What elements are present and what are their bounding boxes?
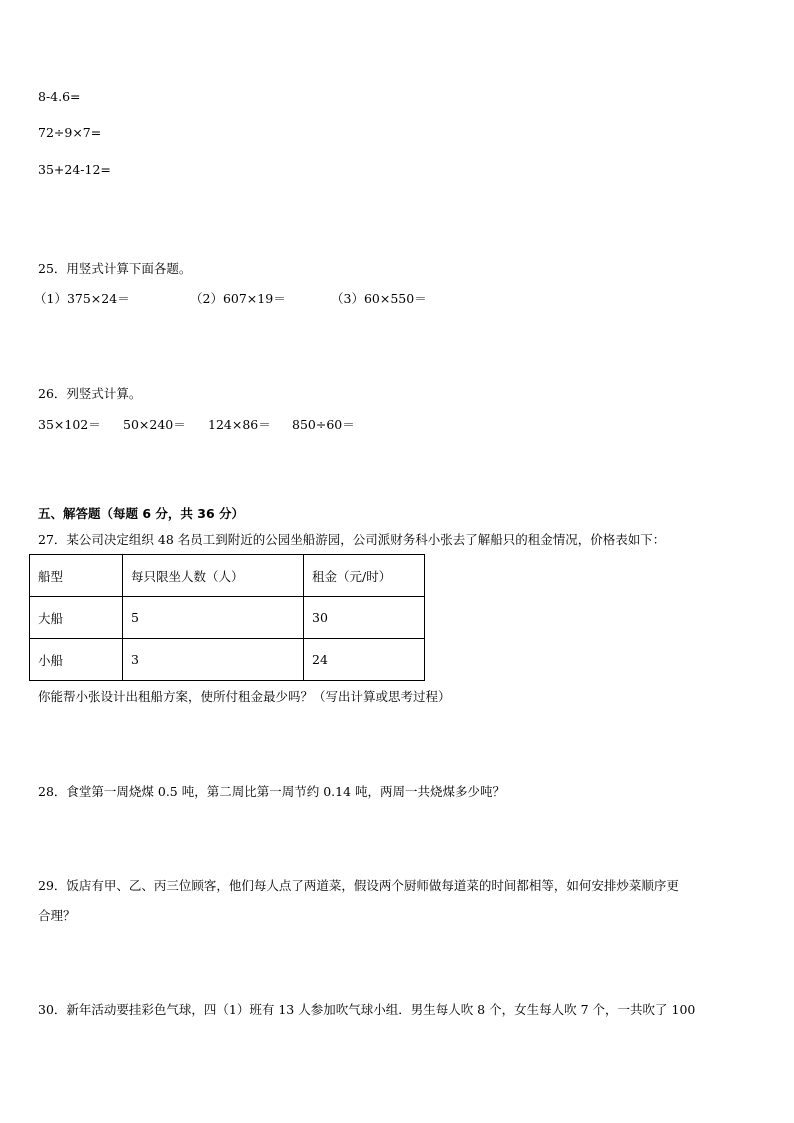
question-27-question: 你能帮小张设计出租船方案，使所付租金最少吗？（写出计算或思考过程） [38, 689, 451, 704]
question-30-text: 30．新年活动要挂彩色气球，四（1）班有 13 人参加吹气球小组．男生每人吹 8 个，女生每人吹 7 个，一共吹了 100 [38, 1002, 696, 1017]
section-heading: 五、解答题（每题 6 分，共 36 分） [38, 506, 245, 521]
table-header-row [30, 555, 425, 597]
question-29-text: 29．饭店有甲、乙、丙三位顾客，他们每人点了两道菜，假设两个厨师做每道菜的时间都相等，如何安排炒菜顺序更 [38, 878, 679, 893]
equation-line: 35+24-12= [38, 162, 111, 177]
question-26-item: 50×240＝ [123, 417, 186, 432]
question-26-item: 124×86＝ [208, 417, 271, 432]
table-cell: 5 [123, 597, 304, 639]
question-26-item: 850÷60＝ [292, 417, 355, 432]
question-27-text: 27．某公司决定组织 48 名员工到附近的公园坐船游园，公司派财务科小张去了解船只的租金情况，价格表如下： [38, 532, 666, 547]
question-25-item: （2）607×19＝ [190, 291, 286, 306]
table-cell: 小船 [30, 639, 123, 681]
question-29-text-cont: 合理？ [38, 908, 76, 923]
table-header-cell: 租金（元/时） [304, 555, 425, 597]
table-header-cell: 每只限坐人数（人） [123, 555, 304, 597]
table-row [30, 639, 425, 681]
question-28-text: 28．食堂第一周烧煤 0.5 吨，第二周比第一周节约 0.14 吨，两周一共烧煤多少吨？ [38, 784, 506, 799]
table-cell: 3 [123, 639, 304, 681]
table-row [30, 597, 425, 639]
table-cell: 24 [304, 639, 425, 681]
table-cell: 30 [304, 597, 425, 639]
question-25-title: 25．用竖式计算下面各题。 [38, 261, 192, 276]
question-26-item: 35×102＝ [38, 417, 101, 432]
question-25-item: （3）60×550＝ [331, 291, 427, 306]
equation-line: 8-4.6= [38, 89, 81, 104]
equation-line: 72÷9×7= [38, 125, 102, 140]
question-26-title: 26．列竖式计算。 [38, 386, 142, 401]
price-table [29, 554, 425, 681]
table-header-cell: 船型 [30, 555, 123, 597]
question-25-item: （1）375×24＝ [34, 291, 130, 306]
table-cell: 大船 [30, 597, 123, 639]
